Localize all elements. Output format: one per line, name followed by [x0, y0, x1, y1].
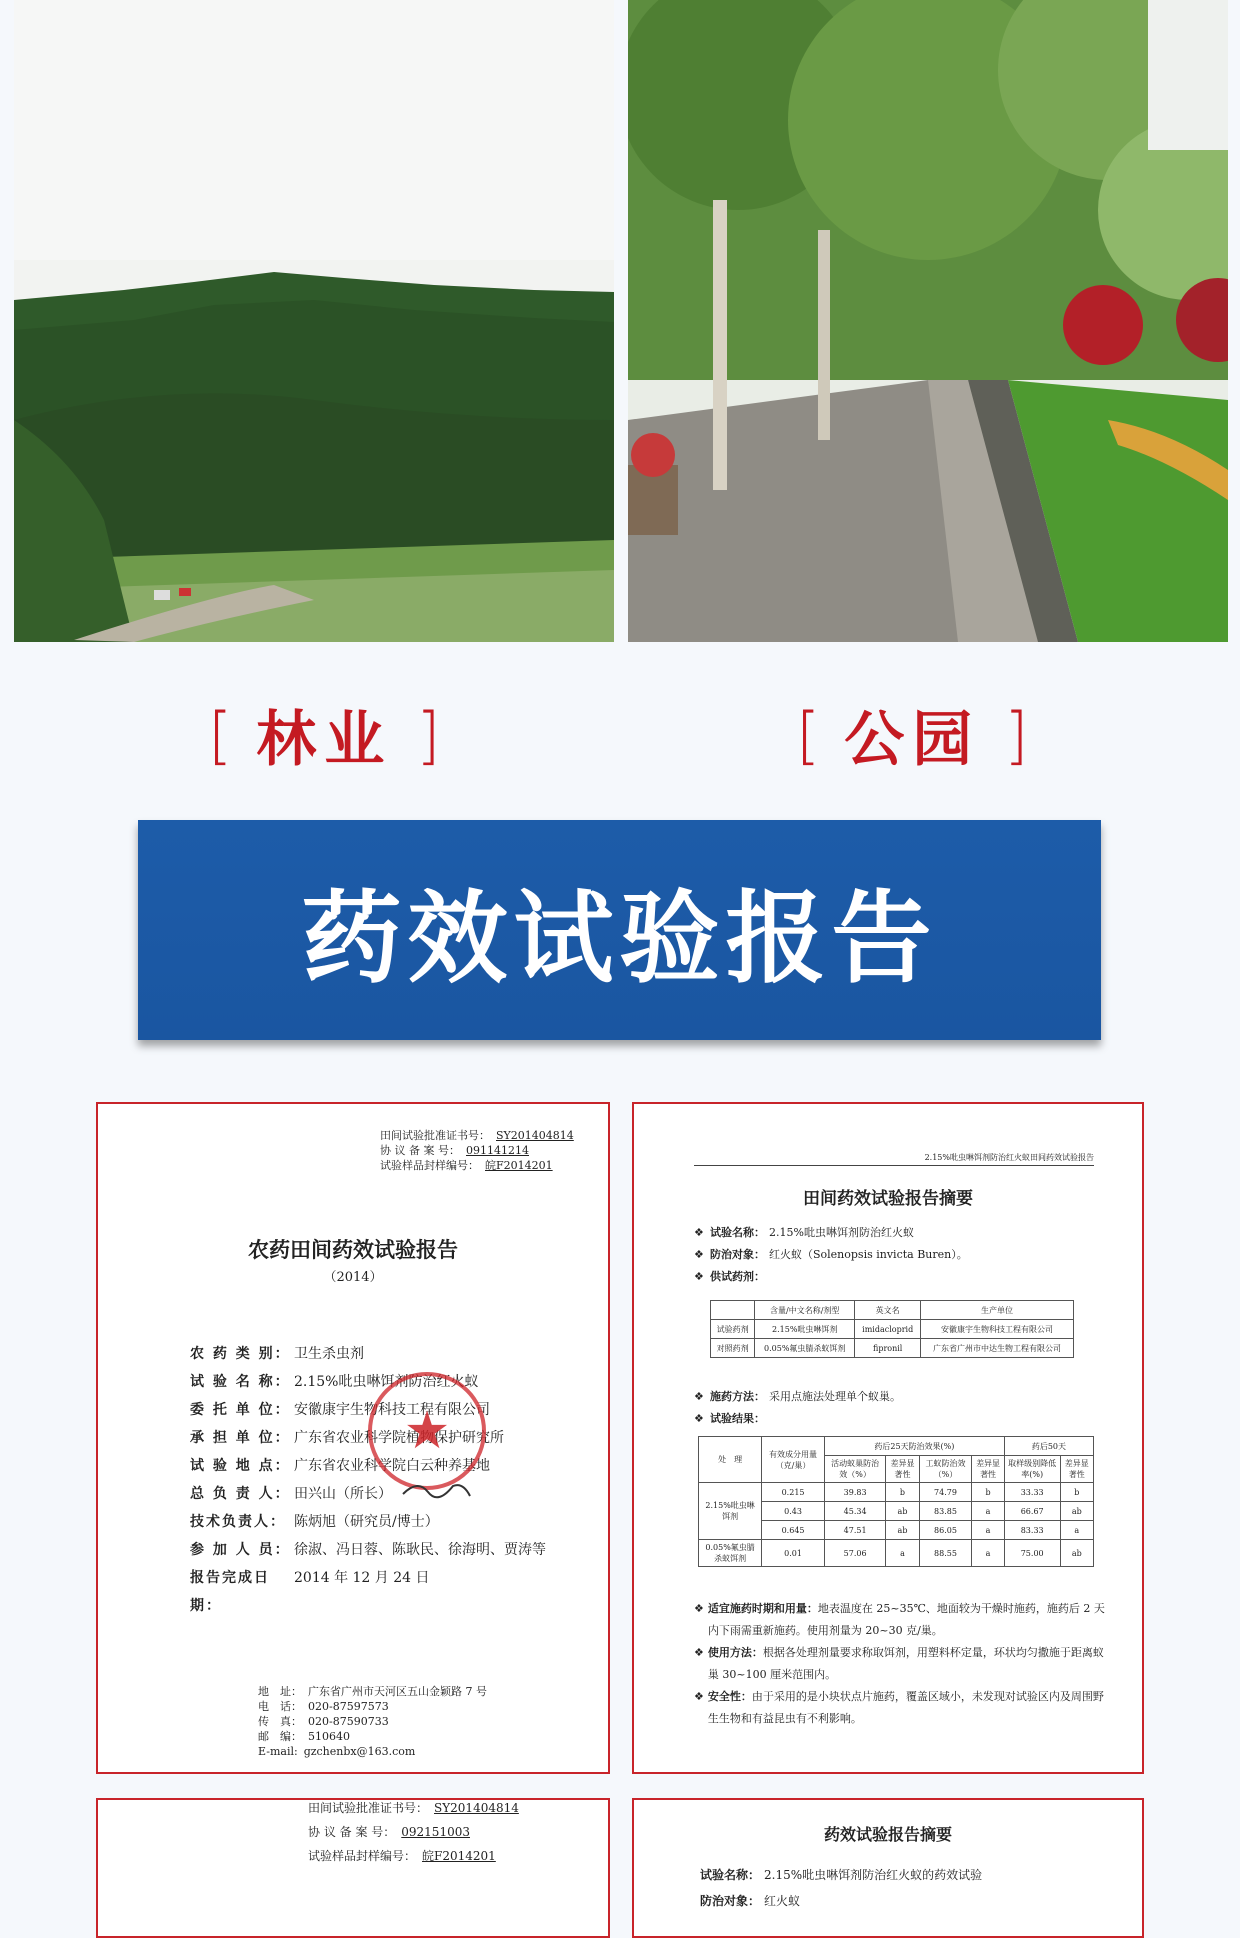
cover-year: （2014）	[323, 1270, 383, 1285]
cover-fields	[190, 1340, 546, 1620]
caption-forest-label: 林业	[256, 705, 393, 775]
bracket-close: ]	[416, 698, 441, 772]
report-banner	[138, 820, 1101, 1040]
report-summary-document	[632, 1102, 1144, 1774]
report-cover-document	[96, 1102, 610, 1774]
star-icon: ★	[403, 1401, 451, 1461]
table-row: 0.05%氟虫腈杀蚁饵剂 0.01 57.06 a 88.55 a 75.00 ab	[699, 1540, 1094, 1567]
meta-row: 田间试验批准证书号： SY201404814	[308, 1801, 519, 1815]
field-row: 参 加 人 员： 徐淑、冯日蓉、陈耿民、徐海明、贾涛等	[190, 1542, 546, 1558]
summary-items-bottom	[694, 1598, 1106, 1730]
bracket-close: ]	[1004, 698, 1029, 772]
contact-row: 传 真： 020-87590733	[258, 1715, 389, 1728]
cover-title: 农药田间药效试验报告	[248, 1237, 458, 1262]
bracket-open: [	[796, 698, 821, 772]
field-row: 总 负 责 人： 田兴山（所长）	[190, 1486, 392, 1502]
meta-row: 协 议 备 案 号： 092151003	[308, 1825, 470, 1839]
table-header-row: 处 理 有效成分用量（克/巢） 药后25天防治效果(%) 药后50天	[699, 1437, 1094, 1456]
summary-item: 试验名称： 2.15%吡虫啉饵剂防治红火蚁的药效试验	[700, 1868, 983, 1882]
signature-icon	[398, 1474, 478, 1504]
cover-meta	[380, 1128, 574, 1173]
caption-forest	[208, 690, 440, 780]
caption-park	[796, 690, 1028, 780]
summary-items-top	[694, 1222, 1114, 1288]
summary-items-mid	[694, 1386, 1114, 1430]
results-table	[698, 1436, 1094, 1567]
summary-item: ❖ 施药方法： 采用点施法处理单个蚁巢。	[694, 1390, 901, 1403]
report-cover-document-2	[96, 1798, 610, 1938]
meta-row: 试验样品封样编号： 皖F2014201	[380, 1159, 553, 1172]
contact-row: 地 址： 广东省广州市天河区五山金颖路 7 号	[258, 1685, 487, 1698]
table-row: 0.645 47.51 ab 86.05 a 83.33 a	[699, 1521, 1094, 1540]
table-row: 0.43 45.34 ab 83.85 a 66.67 ab	[699, 1502, 1094, 1521]
cover-contact	[258, 1684, 487, 1759]
forest-photo	[14, 0, 614, 642]
report-summary-document-2	[632, 1798, 1144, 1938]
field-row: 技术负责人： 陈炳旭（研究员/博士）	[190, 1514, 439, 1530]
caption-park-label: 公园	[844, 705, 981, 775]
meta-row: 田间试验批准证书号： SY201404814	[380, 1129, 574, 1142]
meta-row: 试验样品封样编号： 皖F2014201	[308, 1849, 496, 1863]
park-photo	[628, 0, 1228, 642]
summary-item: ❖ 适宜施药时期和用量：地表温度在 25~35℃、地面较为干燥时施药，施药后 2 天内下雨需重新施药。使用剂量为 20~30 克/巢。	[694, 1602, 1105, 1637]
cover-meta	[308, 1798, 519, 1868]
field-row: 试 验 名 称： 2.15%吡虫啉饵剂防治红火蚁	[190, 1374, 479, 1390]
header-note: 2.15%吡虫啉饵剂防治红火蚁田间药效试验报告	[694, 1152, 1094, 1166]
agent-table	[710, 1300, 1074, 1358]
summary-items	[700, 1862, 1120, 1914]
summary-title: 药效试验报告摘要	[823, 1825, 952, 1844]
contact-row: 邮 编： 510640	[258, 1730, 350, 1743]
table-header-row: 活动蚁巢防治效（%） 差异显著性 工蚁防治效（%） 差异显著性 取样级别降低率(%) 差异显著性	[699, 1456, 1094, 1483]
banner-title: 药效试验报告	[301, 880, 938, 997]
field-row: 试 验 地 点： 广东省农业科学院白云种养基地	[190, 1458, 490, 1474]
field-row: 委 托 单 位： 安徽康宇生物科技工程有限公司	[190, 1402, 490, 1418]
meta-row: 协 议 备 案 号： 091141214	[380, 1144, 529, 1157]
official-seal-icon	[368, 1372, 486, 1490]
table-row: 对照药剂 0.05%氟虫腈杀蚁饵剂 fipronil 广东省广州市中达生物工程有限公司	[711, 1339, 1074, 1358]
summary-item: ❖ 使用方法：根据各处理剂量要求称取饵剂，用塑料杯定量，环状均匀撒施于距离蚁巢 30~100 厘米范围内。	[694, 1646, 1104, 1681]
field-row: 承 担 单 位： 广东省农业科学院植物保护研究所	[190, 1430, 504, 1446]
summary-item: ❖ 供试药剂：	[694, 1270, 765, 1283]
table-row: 试验药剂 2.15%吡虫啉饵剂 imidacloprid 安徽康宇生物科技工程有限公司	[711, 1320, 1074, 1339]
table-header-row: 含量/中文名称/剂型 英文名 生产单位	[711, 1301, 1074, 1320]
contact-row: 电 话： 020-87597573	[258, 1700, 389, 1713]
summary-item: ❖ 防治对象： 红火蚁（Solenopsis invicta Buren）。	[694, 1248, 968, 1261]
summary-item: ❖ 试验名称： 2.15%吡虫啉饵剂防治红火蚁	[694, 1226, 914, 1239]
field-row: 报告完成日期： 2014 年 12 月 24 日	[190, 1570, 430, 1614]
field-row: 农 药 类 别： 卫生杀虫剂	[190, 1346, 364, 1362]
summary-item: ❖ 安全性：由于采用的是小块状点片施药，覆盖区域小，未发现对试验区内及周围野生生物和有益昆虫有不利影响。	[694, 1690, 1104, 1725]
table-row: 2.15%吡虫啉饵剂 0.215 39.83 b 74.79 b 33.33 b	[699, 1483, 1094, 1502]
contact-row: E-mail: gzchenbx@163.com	[258, 1745, 416, 1758]
summary-title: 田间药效试验报告摘要	[803, 1189, 973, 1209]
summary-item: ❖ 试验结果：	[694, 1412, 765, 1425]
summary-item: 防治对象： 红火蚁	[700, 1894, 801, 1908]
bracket-open: [	[208, 698, 233, 772]
